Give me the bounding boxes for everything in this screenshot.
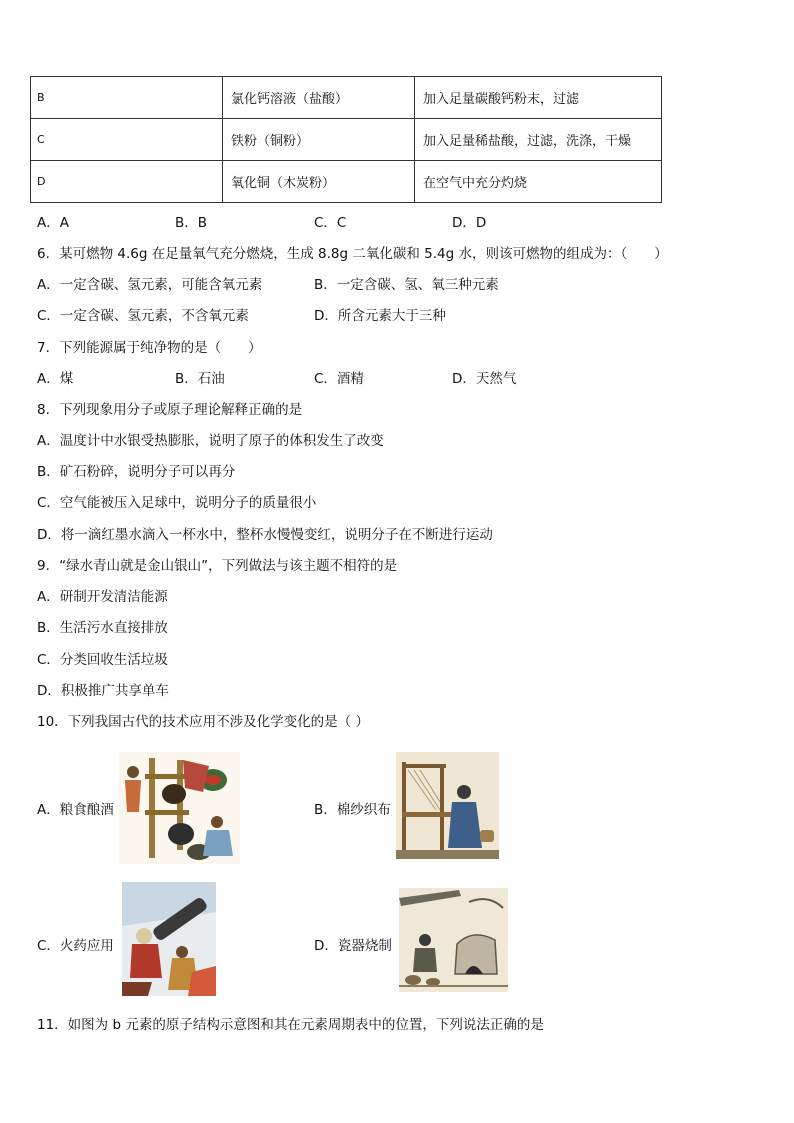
q9-option-c: C．分类回收生活垃圾 <box>37 652 168 668</box>
row-method: 加入足量稀盐酸，过滤，洗涤，干燥 <box>415 119 662 161</box>
q9-stem: 9．“绿水青山就是金山银山”，下列做法与该主题不相符的是 <box>37 558 398 574</box>
q9-option-a: A．研制开发清洁能源 <box>37 589 168 605</box>
q6-option-a: A．一定含碳、氢元素，可能含氧元素 <box>37 277 263 293</box>
table-row <box>31 119 662 161</box>
q7-option-b: B．石油 <box>175 371 225 387</box>
q5-option-c: C．C <box>314 215 347 231</box>
q6-option-c: C．一定含碳、氢元素，不含氧元素 <box>37 308 249 324</box>
gunpowder-illustration <box>122 882 216 996</box>
q8-option-a: A．温度计中水银受热膨胀，说明了原子的体积发生了改变 <box>37 433 384 449</box>
q7-option-a: A．煤 <box>37 371 74 387</box>
q9-option-b: B．生活污水直接排放 <box>37 620 168 636</box>
q7-option-d: D．天然气 <box>452 371 517 387</box>
q9-option-d: D．积极推广共享单车 <box>37 683 169 699</box>
q5-option-d: D．D <box>452 215 487 231</box>
q7-option-c: C．酒精 <box>314 371 364 387</box>
q8-option-d: D．将一滴红墨水滴入一杯水中，整杯水慢慢变红，说明分子在不断进行运动 <box>37 527 493 543</box>
table-row <box>31 77 662 119</box>
q8-option-b: B．矿石粉碎，说明分子可以再分 <box>37 464 236 480</box>
row-substance: 氯化钙溶液（盐酸） <box>223 77 415 119</box>
q6-option-d: D．所含元素大于三种 <box>314 308 446 324</box>
row-label: C <box>31 119 223 161</box>
porcelain-kiln-illustration <box>399 888 508 992</box>
wine-brewing-illustration <box>119 752 240 864</box>
q6-stem: 6．某可燃物 4.6g 在足量氧气充分燃烧，生成 8.8g 二氧化碳和 5.4g 水，则该可燃物的组成为：（ ） <box>37 246 668 262</box>
q7-stem: 7．下列能源属于纯净物的是（ ） <box>37 340 262 356</box>
row-label: D <box>31 161 223 203</box>
q8-option-c: C．空气能被压入足球中，说明分子的质量很小 <box>37 495 317 511</box>
row-method: 加入足量碳酸钙粉末，过滤 <box>415 77 662 119</box>
q10-option-d: D．瓷器烧制 <box>314 938 392 954</box>
q5-option-a: A．A <box>37 215 69 231</box>
table-row <box>31 161 662 203</box>
q10-stem: 10．下列我国古代的技术应用不涉及化学变化的是（ ） <box>37 714 369 730</box>
q10-option-a: A．粮食酿酒 <box>37 802 114 818</box>
q10-option-b: B．棉纱织布 <box>314 802 391 818</box>
row-substance: 氧化铜（木炭粉） <box>223 161 415 203</box>
q10-option-c: C．火药应用 <box>37 938 114 954</box>
purification-table <box>30 76 662 203</box>
row-method: 在空气中充分灼烧 <box>415 161 662 203</box>
q8-stem: 8．下列现象用分子或原子理论解释正确的是 <box>37 402 303 418</box>
q11-stem: 11．如图为 b 元素的原子结构示意图和其在元素周期表中的位置，下列说法正确的是 <box>37 1017 544 1033</box>
q6-option-b: B．一定含碳、氢、氧三种元素 <box>314 277 499 293</box>
row-label: B <box>31 77 223 119</box>
row-substance: 铁粉（铜粉） <box>223 119 415 161</box>
q5-option-b: B．B <box>175 215 208 231</box>
cotton-weaving-illustration <box>396 752 499 859</box>
